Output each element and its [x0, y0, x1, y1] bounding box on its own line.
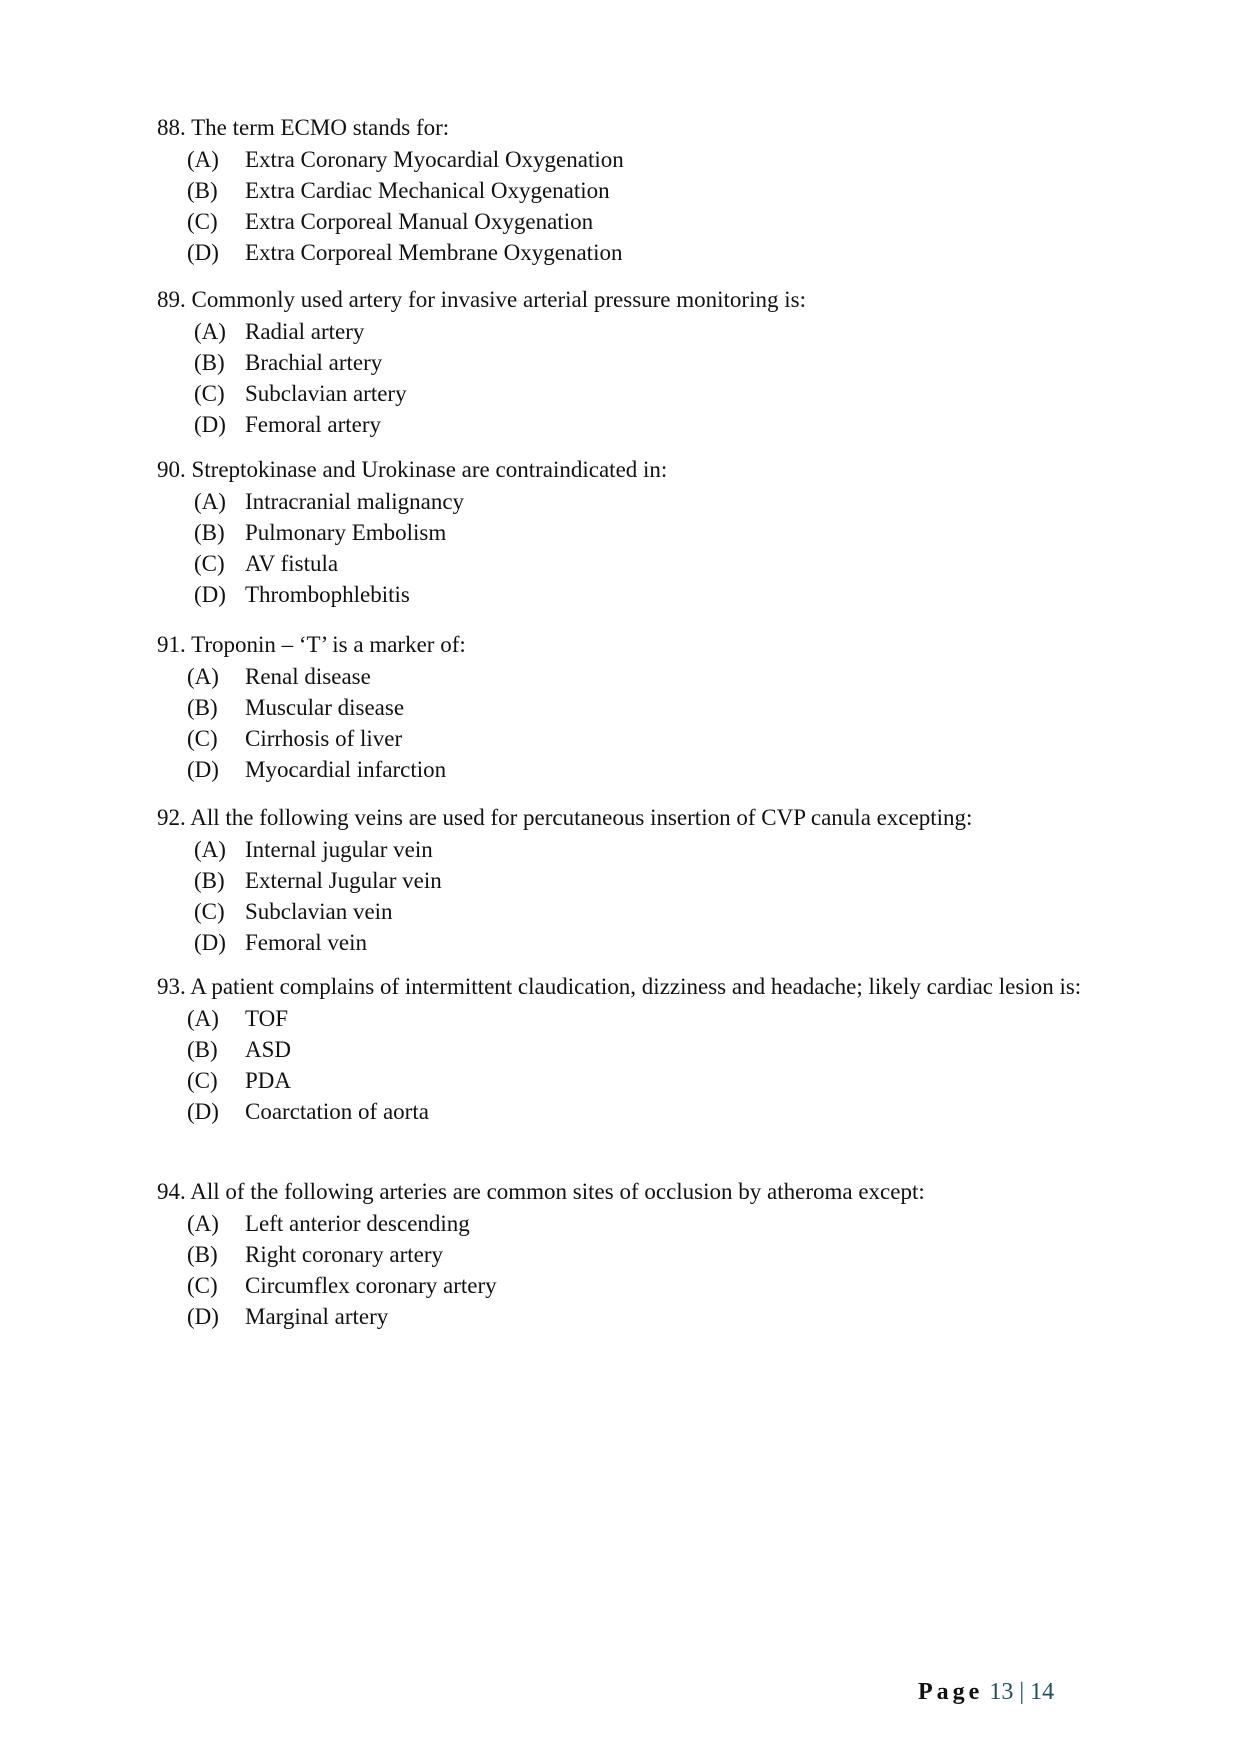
answer-option [157, 175, 1087, 206]
answer-option [157, 692, 1087, 723]
option-text: Extra Cardiac Mechanical Oxygenation [245, 178, 610, 203]
option-letter: (B) [194, 520, 225, 545]
option-letter: (D) [187, 1304, 219, 1329]
page-separator: | [1019, 1679, 1025, 1705]
answer-option [157, 486, 1087, 517]
option-text: Subclavian artery [245, 381, 407, 406]
answer-option [157, 1208, 1087, 1239]
option-letter: (C) [194, 551, 225, 576]
answer-option [157, 378, 1087, 409]
option-letter: (C) [187, 726, 218, 751]
option-text: Extra Coronary Myocardial Oxygenation [245, 147, 624, 172]
option-letter: (B) [187, 1037, 218, 1062]
option-text: Extra Corporeal Manual Oxygenation [245, 209, 594, 234]
option-text: TOF [245, 1006, 289, 1031]
answer-option [157, 1096, 1087, 1127]
option-letter: (D) [187, 757, 219, 782]
option-text: Subclavian vein [245, 899, 393, 924]
option-text: Radial artery [245, 319, 365, 344]
answer-option [157, 1003, 1087, 1034]
answer-option [157, 1239, 1087, 1270]
question-89 [157, 284, 1087, 440]
question-stem: 88. The term ECMO stands for: [157, 115, 450, 140]
option-letter: (B) [187, 1242, 218, 1267]
question-stem: 89. Commonly used artery for invasive arterial pressure monitoring is: [157, 287, 806, 312]
option-letter: (B) [187, 695, 218, 720]
option-letter: (B) [194, 868, 225, 893]
option-text: Left anterior descending [245, 1211, 470, 1236]
answer-option [157, 1270, 1087, 1301]
option-text: Brachial artery [245, 350, 383, 375]
option-letter: (A) [187, 1211, 219, 1236]
option-letter: (D) [187, 1099, 219, 1124]
option-letter: (C) [194, 381, 225, 406]
option-text: External Jugular vein [245, 868, 442, 893]
answer-option [157, 347, 1087, 378]
option-text: Pulmonary Embolism [245, 520, 447, 545]
answer-option [157, 1034, 1087, 1065]
option-text: Right coronary artery [245, 1242, 443, 1267]
answer-option [157, 834, 1087, 865]
option-text: Internal jugular vein [245, 837, 433, 862]
answer-option [157, 865, 1087, 896]
option-letter: (C) [187, 1068, 218, 1093]
option-text: Femoral vein [245, 930, 367, 955]
answer-option [157, 927, 1087, 958]
answer-option [157, 661, 1087, 692]
option-text: Femoral artery [245, 412, 382, 437]
question-stem: 94. All of the following arteries are common sites of occlusion by atheroma except: [157, 1179, 925, 1204]
question-stem: 90. Streptokinase and Urokinase are contraindicated in: [157, 457, 668, 482]
answer-option [157, 754, 1087, 785]
option-letter: (C) [187, 1273, 218, 1298]
option-text: Intracranial malignancy [245, 489, 465, 514]
page-label: Page [918, 1679, 984, 1705]
answer-option [157, 579, 1087, 610]
option-letter: (A) [194, 489, 226, 514]
option-text: Renal disease [245, 664, 371, 689]
option-text: ASD [245, 1037, 292, 1062]
option-text: Marginal artery [245, 1304, 389, 1329]
option-letter: (D) [194, 930, 226, 955]
option-letter: (C) [194, 899, 225, 924]
answer-option [157, 144, 1087, 175]
option-text: AV fistula [245, 551, 339, 576]
question-stem: 91. Troponin – ‘T’ is a marker of: [157, 632, 466, 657]
page-number-current: 13 [989, 1679, 1014, 1705]
option-text: Extra Corporeal Membrane Oxygenation [245, 240, 623, 265]
answer-option [157, 316, 1087, 347]
option-letter: (A) [194, 837, 226, 862]
option-text: Coarctation of aorta [245, 1099, 429, 1124]
option-letter: (D) [187, 240, 219, 265]
question-90 [157, 454, 1087, 610]
option-letter: (B) [194, 350, 225, 375]
answer-option [157, 409, 1087, 440]
question-stem: 93. A patient complains of intermittent claudication, dizziness and headache; likely cardiac lesion is: [157, 974, 1082, 999]
question-93 [157, 971, 1087, 1127]
option-letter: (A) [187, 664, 219, 689]
answer-option [157, 1301, 1087, 1332]
option-letter: (B) [187, 178, 218, 203]
question-88 [157, 112, 1087, 268]
answer-option [157, 237, 1087, 268]
option-text: Thrombophlebitis [245, 582, 410, 607]
option-letter: (D) [194, 582, 226, 607]
question-91 [157, 629, 1087, 785]
option-letter: (D) [194, 412, 226, 437]
option-letter: (A) [194, 319, 226, 344]
option-letter: (A) [187, 147, 219, 172]
option-text: Myocardial infarction [245, 757, 447, 782]
option-text: Circumflex coronary artery [245, 1273, 497, 1298]
answer-option [157, 1065, 1087, 1096]
answer-option [157, 206, 1087, 237]
answer-option [157, 548, 1087, 579]
page-number-total: 14 [1030, 1679, 1055, 1705]
option-text: PDA [245, 1068, 292, 1093]
option-text: Muscular disease [245, 695, 405, 720]
answer-option [157, 896, 1087, 927]
page-footer [918, 1676, 1054, 1708]
question-stem: 92. All the following veins are used for percutaneous insertion of CVP canula excepting: [157, 805, 973, 830]
question-92 [157, 802, 1087, 958]
answer-option [157, 517, 1087, 548]
option-letter: (A) [187, 1006, 219, 1031]
answer-option [157, 723, 1087, 754]
option-letter: (C) [187, 209, 218, 234]
option-text: Cirrhosis of liver [245, 726, 403, 751]
question-94 [157, 1176, 1087, 1332]
